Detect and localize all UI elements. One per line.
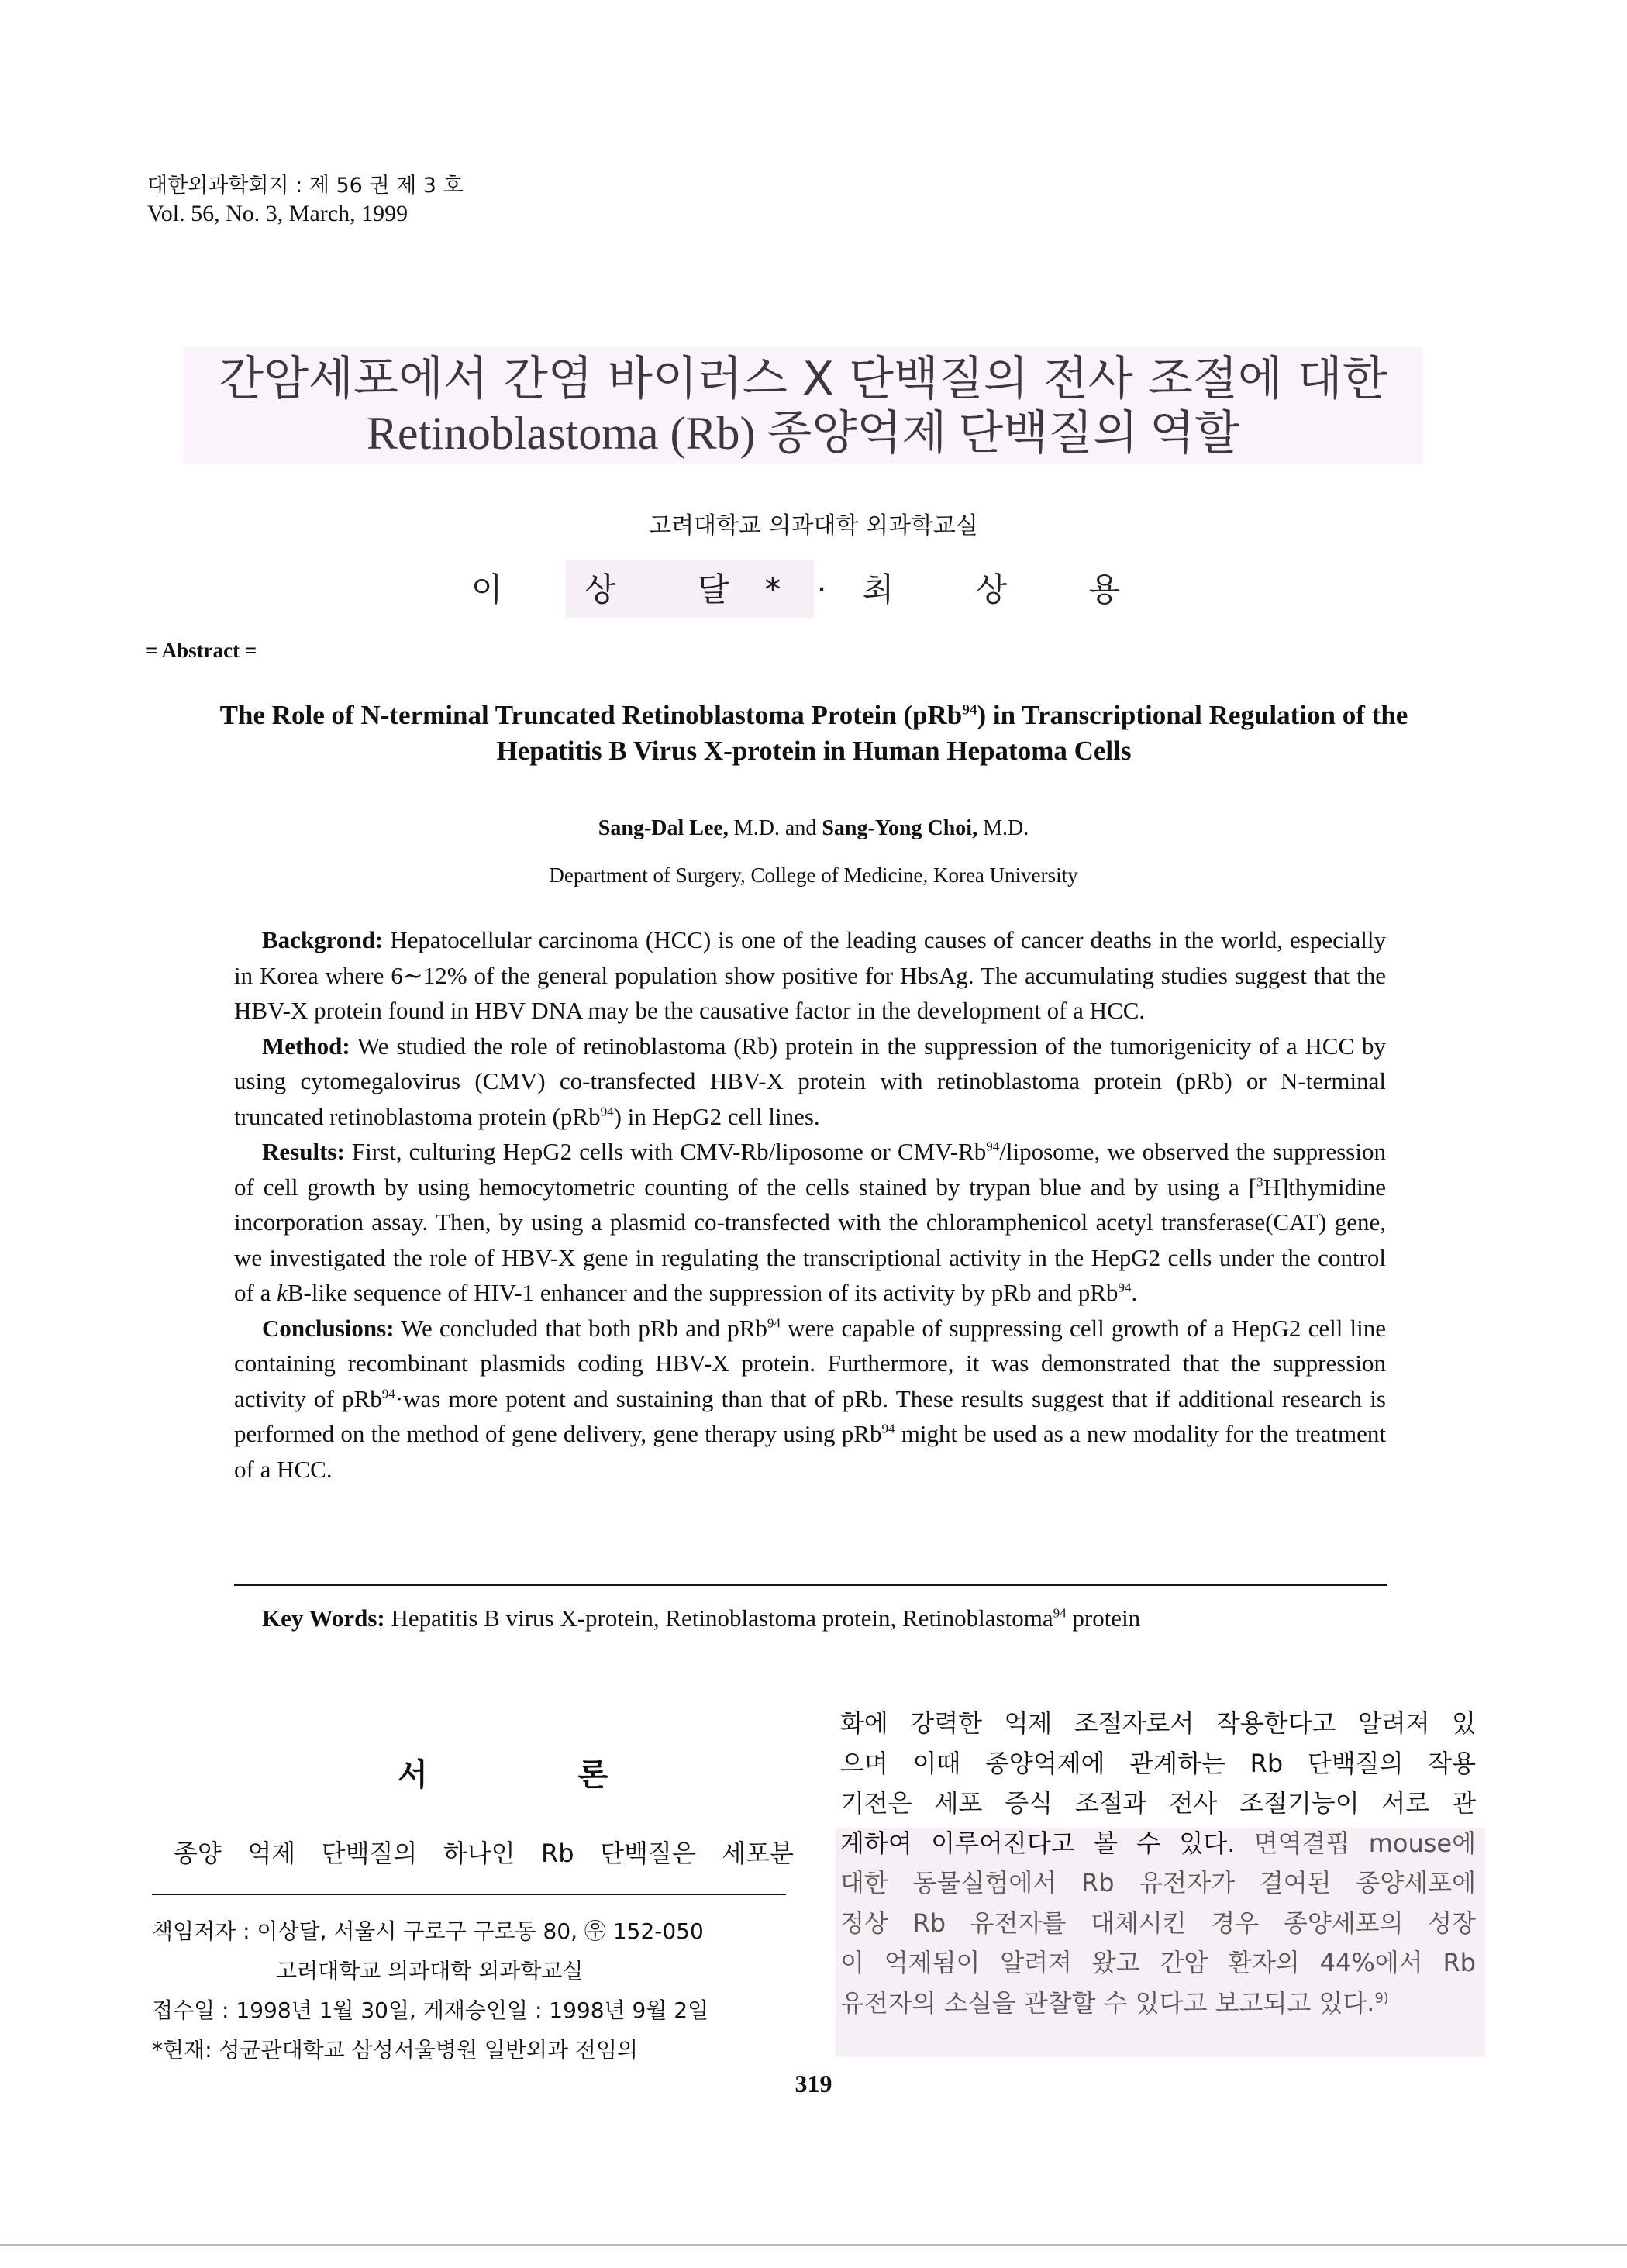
method-text-a: We studied the role of retinoblastoma (Rb) protein in the suppression of the tumorigenicity of a HCC by using cytomegalovirus (CMV) co-transfected HBV-X protein with retinoblastoma protein (pRb) or N-terminal truncated retinoblastoma protein (pRb: [234, 1032, 1386, 1130]
text-line: 기전은 세포 증식 조절과 전사 조절기능이 서로 관: [840, 1788, 1476, 1818]
title-en-sup: 94: [962, 701, 977, 719]
text-line: 으며 이때 종양억제에 관계하는 Rb 단백질의 작용: [840, 1748, 1476, 1778]
text-line-highlighted: 면역결핍 mouse에: [1253, 1828, 1477, 1858]
intro-first-line: 종양 억제 단백질의 하나인 Rb 단백질은 세포분: [174, 1839, 794, 1868]
footnote-corresponding: 책임저자 : 이상달, 서울시 구로구 구로동 80, ㉾ 152-050: [152, 1918, 704, 1944]
keywords-label: Key Words:: [262, 1604, 385, 1632]
text-line: [840, 1824, 1476, 1864]
title-en-part1: The Role of N-terminal Truncated Retinoblastoma Protein (pRb: [219, 700, 963, 730]
results-italic: k: [277, 1279, 288, 1306]
background-text: Hepatocellular carcinoma (HCC) is one of the leading causes of cancer deaths in the world, especially in Korea where 6∼12% of the general population show positive for HbsAg. The accumulating studies suggest that the HBV-X protein found in HBV DNA may be the causative factor in the development of a HCC.: [234, 926, 1386, 1024]
department-ko: 고려대학교 의과대학 외과학교실: [649, 512, 978, 539]
text-line: [840, 1984, 1476, 2024]
results-sup-3: 94: [1118, 1280, 1132, 1295]
results-label: Results:: [262, 1138, 345, 1165]
title-en: [186, 698, 1442, 769]
results-text-b: /liposome, we observed the suppression of cell growth by using hemocytometric counting of the cells stained by trypan blue and by using a [: [234, 1138, 1386, 1201]
keywords-text-b: protein: [1066, 1604, 1141, 1632]
results-sup-2: 3: [1256, 1174, 1263, 1190]
page-number: 319: [795, 2070, 832, 2097]
journal-name-ko: 대한외과학회지 : 제 56 권 제 3 호: [147, 174, 464, 198]
text-line: 대한 동물실험에서 Rb 유전자가 결여된 종양세포에: [840, 1868, 1476, 1897]
results-text-c: H]thymidine incorporation assay. Then, by using a plasmid co-transfected with the chloramphenicol acetyl transferase(CAT) gene, we investigated the role of HBV-X gene in regulating the transcriptional activity in the HepG2 cells under the control of a: [234, 1173, 1386, 1306]
abstract-background: [234, 922, 1386, 1029]
intro-right-column: [840, 1704, 1476, 2023]
text-line-part: 계하여 이루어진다고 볼 수 있다.: [840, 1828, 1254, 1858]
footnote-affiliation: 고려대학교 의과대학 외과학교실: [276, 1958, 584, 1984]
conclusions-label: Conclusions:: [262, 1314, 395, 1342]
conclusions-sup-2: 94: [381, 1386, 395, 1401]
footnotes: [152, 1911, 708, 2070]
footnote-rule: [152, 1894, 786, 1895]
footnote-current: *현재: 성균관대학교 삼성서울병원 일반외과 전임의: [152, 2037, 639, 2063]
text-line-part: 유전자의 소실을 관찰할 수 있다고 보고되고 있다.: [840, 1987, 1375, 2018]
results-text-a: First, culturing HepG2 cells with CMV-Rb/liposome or CMV-Rb: [344, 1138, 987, 1165]
keywords: [262, 1604, 1140, 1632]
text-line: 정상 Rb 유전자를 대체시킨 경우 종양세포의 성장: [840, 1908, 1476, 1938]
abstract-rule: [234, 1584, 1387, 1586]
conclusions-sup-1: 94: [767, 1315, 781, 1331]
abstract-body: [234, 922, 1386, 1487]
abstract-heading: = Abstract =: [146, 639, 257, 662]
authors-ko: 이 상 달*·최 상 용: [471, 570, 1156, 608]
conclusions-text-b: were capable of suppressing cell growth of a HepG2 cell line containing recombinant plasmids coding HBV-X protein. Furthermore, it was demonstrated that the suppression activity of pRb: [234, 1314, 1386, 1412]
conclusions-text-a: We concluded that both pRb and pRb: [394, 1314, 767, 1342]
background-label: Backgrond:: [262, 926, 384, 953]
keywords-text-a: Hepatitis B virus X-protein, Retinoblastoma protein, Retinoblastoma: [384, 1604, 1053, 1632]
conclusions-text-d: might be used as a new modality for the treatment of a HCC.: [234, 1420, 1386, 1483]
author-1: Sang-Dal Lee,: [598, 816, 729, 840]
author-2: Sang-Yong Choi,: [822, 816, 978, 840]
authors-en: [0, 816, 1627, 841]
title-ko-line1: 간암세포에서 간염 바이러스 X 단백질의 전사 조절에 대한: [219, 352, 1387, 406]
results-text-e: .: [1131, 1279, 1138, 1306]
department-en: Department of Surgery, College of Medicine, Korea University: [549, 863, 1078, 887]
abstract-results: [234, 1134, 1386, 1311]
text-line: 화에 강력한 억제 조절자로서 작용한다고 알려져 있: [840, 1708, 1476, 1738]
text-line: 이 억제됨이 알려져 왔고 간암 환자의 44%에서 Rb: [840, 1948, 1476, 1977]
conclusions-text-c: ·was more potent and sustaining than that of pRb. These results suggest that if additional research is performed on the method of gene delivery, gene therapy using pRb: [234, 1384, 1386, 1447]
conclusions-sup-3: 94: [881, 1421, 895, 1436]
author-2-degree: M.D.: [977, 816, 1029, 840]
results-text-d: B-like sequence of HIV-1 enhancer and the suppression of its activity by pRb and pRb: [287, 1279, 1119, 1306]
title-en-part2: ) in Transcriptional Regulation of the Hepatitis B Virus X-protein in Human Hepatoma Cells: [496, 700, 1408, 766]
journal-volume-en: Vol. 56, No. 3, March, 1999: [147, 201, 408, 226]
abstract-method: [234, 1029, 1386, 1135]
scan-edge: [0, 2244, 1627, 2246]
method-label: Method:: [262, 1032, 350, 1060]
section-title-introduction: 서 론: [398, 1757, 678, 1793]
footnote-dates: 접수일 : 1998년 1월 30일, 게재승인일 : 1998년 9월 2일: [152, 1997, 709, 2023]
abstract-conclusions: [234, 1311, 1386, 1487]
method-sup: 94: [600, 1104, 614, 1119]
method-text-b: ) in HepG2 cell lines.: [613, 1102, 820, 1130]
title-ko: [183, 347, 1423, 464]
keywords-sup: 94: [1053, 1605, 1067, 1621]
reference-sup: 9): [1374, 1990, 1389, 2006]
author-1-degree: M.D. and: [728, 816, 822, 840]
results-sup-1: 94: [986, 1139, 1000, 1154]
title-ko-line2: Retinoblastoma (Rb) 종양억제 단백질의 역할: [366, 408, 1240, 459]
